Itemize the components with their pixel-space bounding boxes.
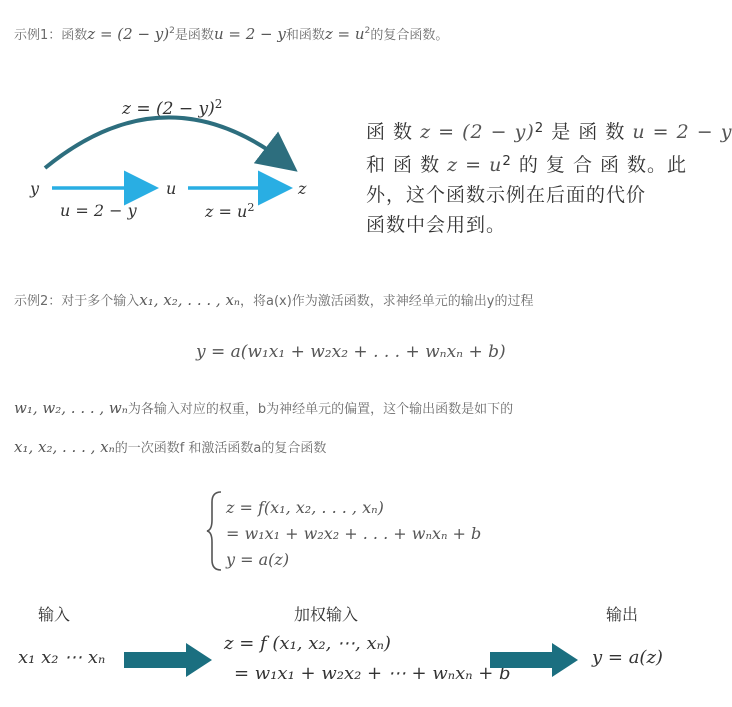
header-output: 输出 (606, 605, 639, 624)
example1-z-eq: z = u (324, 25, 365, 43)
example1-label: 示例1：函数 (14, 28, 88, 43)
description-line-3: 外，这个函数示例在后面的代价 (366, 184, 647, 206)
description-line-4: 函数中会用到。 (366, 214, 507, 236)
description-line-1: 函 数 $z = (2 - y)^2$ 是 函 数 u = 2 − y (366, 121, 732, 143)
arrow-weighted-to-output (490, 643, 580, 677)
weights-line: w₁, w₂, . . . , wₙ为各输入对应的权重，b为神经单元的偏置，这个输出函数是如下的 (14, 399, 514, 417)
example1-mid2: 和函数 (285, 28, 325, 43)
weighted-line-2: = w₁x₁ + w₂x₂ + ⋯ + wₙxₙ + b (234, 663, 511, 684)
node-u: u (166, 179, 177, 198)
example1-exp2: 2 (364, 26, 371, 36)
description-block (366, 114, 732, 240)
curve-label: $z = (2 - y)^2$ (122, 97, 223, 119)
weighted-line-1: z = f (x₁, x₂, ⋯, xₙ) (224, 633, 391, 654)
system-line-1: z = f(x₁, x₂, . . . , xₙ) (226, 498, 384, 517)
example1-exp: 2 (169, 26, 175, 36)
system-line-2: = w₁x₁ + w₂x₂ + . . . + wₙxₙ + b (226, 524, 482, 543)
inputs-line: x₁, x₂, . . . , xₙ的一次函数f 和激活函数a的复合函数 (14, 438, 327, 456)
neuron-output-formula: y = a(w₁x₁ + w₂x₂ + . . . + wₙxₙ + b) (196, 342, 506, 362)
example1-mid1: 是函数 (174, 28, 214, 43)
label-u-eq: u = 2 − y (60, 201, 137, 220)
node-z: z (298, 179, 307, 198)
node-y: y (30, 179, 40, 198)
system-brace (206, 490, 226, 572)
curve-arrow (45, 117, 285, 168)
example1-end: 的复合函数。 (370, 28, 449, 43)
example1-lhs: z = (2 − y) (87, 25, 170, 43)
example1-line (14, 24, 448, 43)
system-line-3: y = a(z) (226, 550, 290, 569)
inputs-expression: x₁ x₂ ⋯ xₙ (18, 647, 106, 668)
header-weighted-input: 加权输入 (294, 605, 359, 624)
system-equations (226, 495, 481, 573)
example1-u-eq: u = 2 − y (213, 25, 286, 43)
label-z-eq: $z = u^2$ (205, 201, 255, 221)
example2-line: 示例2：对于多个输入x₁, x₂, . . . , xₙ，将a(x)作为激活函数，求神经单元的输出y的过程 (14, 291, 534, 309)
header-input: 输入 (38, 605, 71, 624)
arrow-input-to-weighted (124, 643, 214, 677)
output-expression: y = a(z) (592, 647, 663, 668)
description-line-2: 和 函 数 $z = u^2$ 的 复 合 函 数。此 (366, 154, 688, 176)
